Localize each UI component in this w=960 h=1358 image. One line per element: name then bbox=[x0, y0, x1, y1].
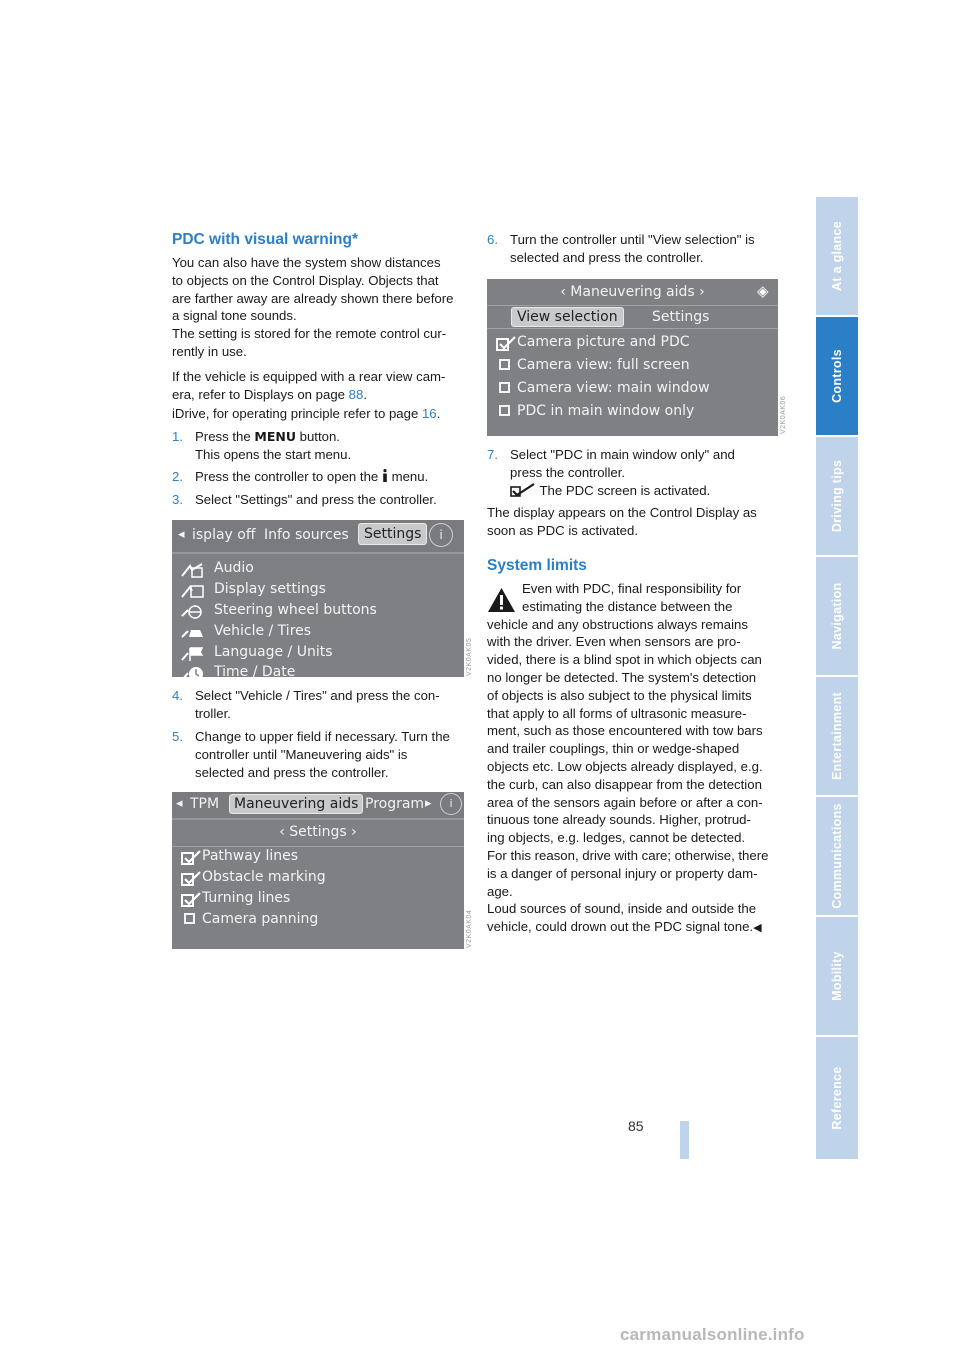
screen3-tab-bar bbox=[487, 306, 778, 329]
controller-icon: ◈ bbox=[757, 282, 769, 300]
tab-at-a-glance[interactable]: At a glance bbox=[816, 197, 858, 317]
flag-icon bbox=[180, 646, 204, 662]
idrive-paragraph: iDrive, for operating principle refer to page 16. bbox=[172, 406, 441, 421]
screen1-watermark: V2K0AK05 bbox=[466, 637, 473, 676]
tab-maneuvering-aids-selected[interactable]: Maneuvering aids bbox=[229, 794, 363, 814]
info-icon: i bbox=[429, 523, 453, 547]
end-mark-icon: ◀ bbox=[753, 922, 762, 935]
tab-communications[interactable]: Communications bbox=[816, 797, 858, 917]
settings-subheader: ‹ Settings › bbox=[172, 820, 464, 847]
audio-icon bbox=[180, 562, 204, 578]
system-limits-heading: System limits bbox=[487, 557, 587, 574]
tab-navigation[interactable]: Navigation bbox=[816, 557, 858, 677]
tab-info-sources[interactable]: Info sources bbox=[264, 527, 349, 543]
intro-paragraph: You can also have the system show distances to objects on the Control Display. Objects that are farther away are already shown there before a signal tone sounds. The setting is stored for the remote control cur- rently in use. bbox=[172, 255, 454, 359]
back-arrow-icon: ◂ bbox=[178, 527, 185, 542]
tab-view-selection-selected[interactable]: View selection bbox=[511, 307, 624, 327]
footer-watermark: carmanualsonline.info bbox=[620, 1325, 805, 1344]
display-settings-icon bbox=[180, 583, 204, 599]
checkmark-icon bbox=[180, 871, 204, 887]
activation-paragraph: The display appears on the Control Display as soon as PDC is activated. bbox=[487, 505, 757, 538]
forward-arrow-icon: ▸ bbox=[425, 796, 432, 811]
checkmark-icon bbox=[510, 483, 536, 497]
section-heading: PDC with visual warning* bbox=[172, 231, 359, 248]
system-limits-text: Even with PDC, final responsibility for estimating the distance between the vehicle and any obstructions always remains with the driver. Even when sensors are pro- vided, there is a blind spot in which objects can no longer be detected. The system's detection of objects is also subject to the physical limits that apply to all forms of ultrasonic measure- ment, such as those encountered with tow bars and trailer couplings, thin or wedge-shaped objects etc. Low objects already displayed, e.g. the curb, can also disappear from the detection area of the sensors again before or after a con- tinuous tone already sounds. Higher, protrud- ing objects, e.g. ledges, cannot be detected. For this reason, drive with care; otherwise, there is a danger of personal injury or property dam- age. Loud sources of sound, inside and outside the vehicle, could drown out the PDC signal tone.◀ bbox=[487, 581, 769, 935]
steering-wheel-icon bbox=[180, 604, 204, 620]
tab-display-off[interactable]: isplay off bbox=[192, 527, 256, 543]
tab-driving-tips[interactable]: Driving tips bbox=[816, 437, 858, 557]
step-4: 4. Select "Vehicle / Tires" and press the con- troller. bbox=[172, 688, 440, 721]
tab-settings-selected[interactable]: Settings bbox=[358, 523, 427, 545]
menu-button-icon: MENU bbox=[254, 429, 296, 444]
screen-view-selection: ‹ Maneuvering aids › ◈ View selection Settings Camera picture and PDC Camera view: full screen Camera view: main window PDC in main window only bbox=[487, 279, 778, 436]
checkbox-empty-icon bbox=[499, 405, 510, 416]
checkmark-icon bbox=[180, 850, 204, 866]
screen-settings-menu: ◂ isplay off Info sources Settings i Audio Display settings Steering wheel buttons Vehicle / Tires Language / Units Time / Date bbox=[172, 520, 464, 677]
screen2-tab-bar bbox=[172, 792, 464, 820]
checkbox-empty-icon bbox=[184, 913, 195, 924]
tab-program[interactable]: Program bbox=[365, 796, 425, 812]
checkbox-empty-icon bbox=[499, 382, 510, 393]
step-6: 6. Turn the controller until "View selection" is selected and press the controller. bbox=[487, 232, 755, 265]
tab-settings[interactable]: Settings bbox=[652, 309, 710, 325]
back-arrow-icon: ◂ bbox=[176, 796, 183, 811]
vehicle-icon bbox=[180, 625, 204, 641]
step-5: 5. Change to upper field if necessary. Turn the controller until "Maneuvering aids" is selected and press the controller. bbox=[172, 729, 450, 780]
maneuvering-aids-header: ‹ Maneuvering aids › bbox=[487, 279, 778, 306]
page-link-88[interactable]: 88 bbox=[348, 386, 364, 402]
tab-controls-active[interactable]: Controls bbox=[816, 317, 858, 437]
page-link-16[interactable]: 16 bbox=[421, 406, 437, 421]
step-1: 1. Press the MENU button. This opens the start menu. bbox=[172, 429, 352, 462]
info-icon: i bbox=[440, 793, 462, 815]
screen2-watermark: V2K0AK04 bbox=[466, 909, 473, 948]
screen-tab-bar bbox=[172, 520, 464, 554]
tab-entertainment[interactable]: Entertainment bbox=[816, 677, 858, 797]
step-7: 7. Select "PDC in main window only" and press the controller. The PDC screen is activated. bbox=[487, 447, 735, 498]
page-number: 85 bbox=[628, 1118, 644, 1134]
tab-reference[interactable]: Reference bbox=[816, 1037, 858, 1161]
checkmark-icon bbox=[495, 336, 519, 352]
clock-icon bbox=[180, 666, 204, 677]
tab-mobility[interactable]: Mobility bbox=[816, 917, 858, 1037]
step-3: 3. Select "Settings" and press the controller. bbox=[172, 492, 437, 507]
checkbox-empty-icon bbox=[499, 359, 510, 370]
camera-paragraph: If the vehicle is equipped with a rear view cam- era, refer to Displays on page 88. bbox=[172, 369, 446, 402]
screen3-watermark: V2K0AK06 bbox=[780, 395, 787, 434]
screen-maneuvering-aids: ◂ TPM Maneuvering aids Program ▸ i ‹ Settings › Pathway lines Obstacle marking Turning lines Camera panning bbox=[172, 792, 464, 949]
page-number-bar bbox=[680, 1121, 689, 1159]
step-2: 2. Press the controller to open the menu. bbox=[172, 469, 429, 484]
tab-tpm[interactable]: TPM bbox=[190, 796, 220, 812]
checkmark-icon bbox=[180, 892, 204, 908]
